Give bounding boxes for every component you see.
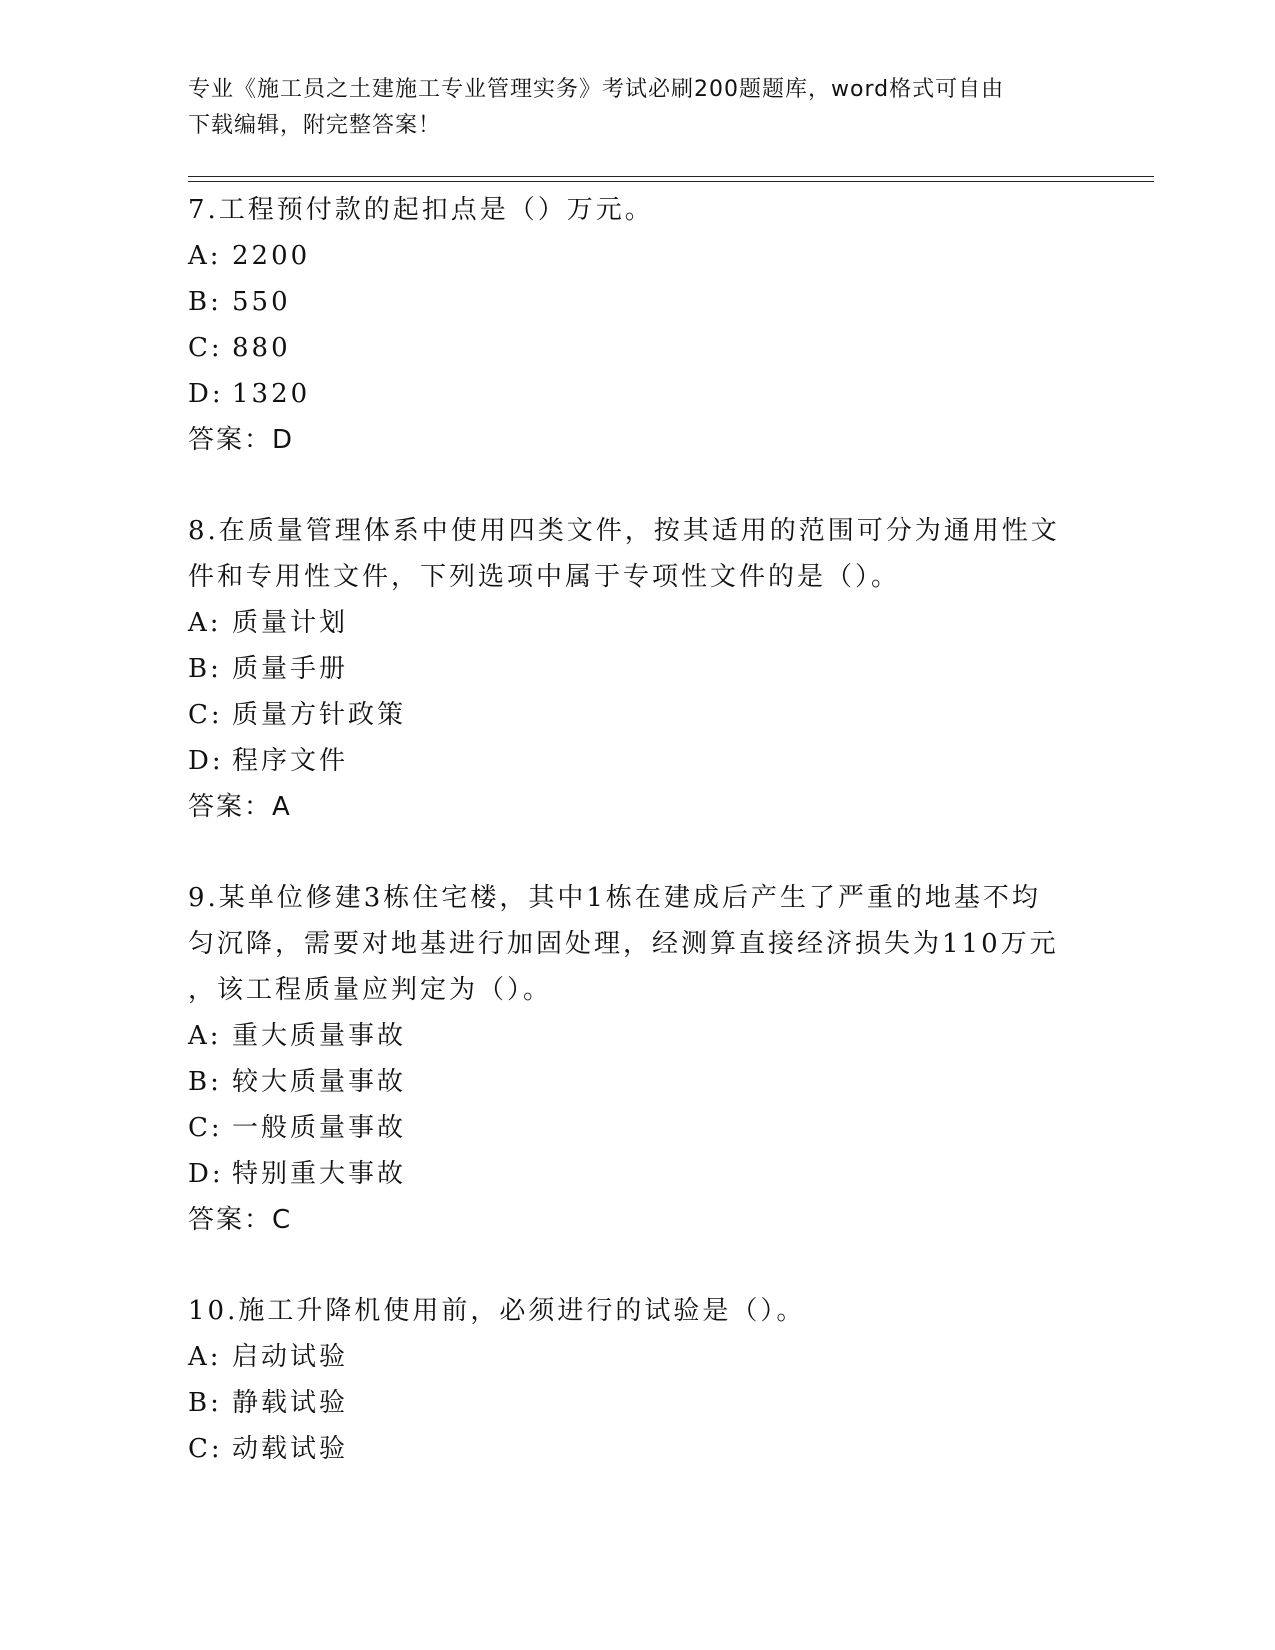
- answer: 答案：A: [188, 792, 292, 822]
- option-text: 静载试验: [232, 1388, 349, 1418]
- option-c: [188, 1426, 1068, 1472]
- option-label: B:: [188, 1067, 222, 1097]
- option-label: A:: [188, 1342, 222, 1372]
- option-text: 1320: [232, 379, 311, 409]
- option-a: [188, 1334, 1068, 1380]
- option-label: A:: [188, 608, 222, 638]
- question-text-line-1: 8.在质量管理体系中使用四类文件，按其适用的范围可分为通用性文: [188, 516, 1060, 546]
- option-label: B:: [188, 287, 222, 317]
- question-9: [188, 875, 1068, 1243]
- header-line-1: 专业《施工员之土建施工专业管理实务》考试必刷200题题库，word格式可自由: [188, 77, 1005, 102]
- question-text: 7.工程预付款的起扣点是（）万元。: [188, 195, 654, 225]
- question-text-line-3: ，该工程质量应判定为（）。: [188, 975, 553, 1005]
- option-text: 880: [232, 333, 291, 363]
- option-label: D:: [188, 1159, 224, 1189]
- answer: 答案：D: [188, 425, 295, 455]
- option-text: 2200: [232, 241, 311, 271]
- option-b: [188, 1059, 1068, 1105]
- option-b: [188, 279, 1068, 325]
- option-text: 重大质量事故: [232, 1021, 407, 1051]
- option-label: A:: [188, 1021, 222, 1051]
- option-text: 550: [232, 287, 291, 317]
- document-header: [188, 72, 1068, 144]
- option-d: [188, 738, 1068, 784]
- question-text-line-1: 9.某单位修建3栋住宅楼，其中1栋在建成后产生了严重的地基不均: [188, 883, 1041, 913]
- option-text: 质量手册: [232, 654, 349, 684]
- question-7: [188, 187, 1068, 463]
- option-c: [188, 692, 1068, 738]
- option-d: [188, 371, 1068, 417]
- option-text: 启动试验: [232, 1342, 349, 1372]
- option-c: [188, 1105, 1068, 1151]
- header-divider-top: [188, 176, 1154, 177]
- option-text: 动载试验: [232, 1434, 349, 1464]
- question-8: [188, 508, 1068, 830]
- option-label: D:: [188, 379, 224, 409]
- option-text: 一般质量事故: [232, 1113, 407, 1143]
- option-label: D:: [188, 746, 224, 776]
- option-label: C:: [188, 1434, 223, 1464]
- option-a: [188, 233, 1068, 279]
- option-label: B:: [188, 654, 222, 684]
- option-label: C:: [188, 1113, 223, 1143]
- option-text: 较大质量事故: [232, 1067, 407, 1097]
- question-text: 10.施工升降机使用前，必须进行的试验是（）。: [188, 1296, 806, 1326]
- option-label: C:: [188, 700, 223, 730]
- answer: 答案：C: [188, 1205, 293, 1235]
- option-text: 程序文件: [232, 746, 349, 776]
- header-divider-bottom: [188, 181, 1154, 182]
- option-c: [188, 325, 1068, 371]
- question-list: [188, 187, 1068, 1517]
- option-label: B:: [188, 1388, 222, 1418]
- option-text: 质量计划: [232, 608, 349, 638]
- option-text: 质量方针政策: [232, 700, 407, 730]
- question-10: [188, 1288, 1068, 1472]
- option-b: [188, 1380, 1068, 1426]
- option-d: [188, 1151, 1068, 1197]
- question-text-line-2: 匀沉降，需要对地基进行加固处理，经测算直接经济损失为110万元: [188, 929, 1059, 959]
- option-text: 特别重大事故: [232, 1159, 407, 1189]
- option-a: [188, 1013, 1068, 1059]
- option-a: [188, 600, 1068, 646]
- option-b: [188, 646, 1068, 692]
- header-line-2: 下载编辑，附完整答案！: [188, 113, 442, 138]
- question-text-line-2: 件和专用性文件，下列选项中属于专项性文件的是（）。: [188, 562, 901, 592]
- option-label: A:: [188, 241, 222, 271]
- option-label: C:: [188, 333, 223, 363]
